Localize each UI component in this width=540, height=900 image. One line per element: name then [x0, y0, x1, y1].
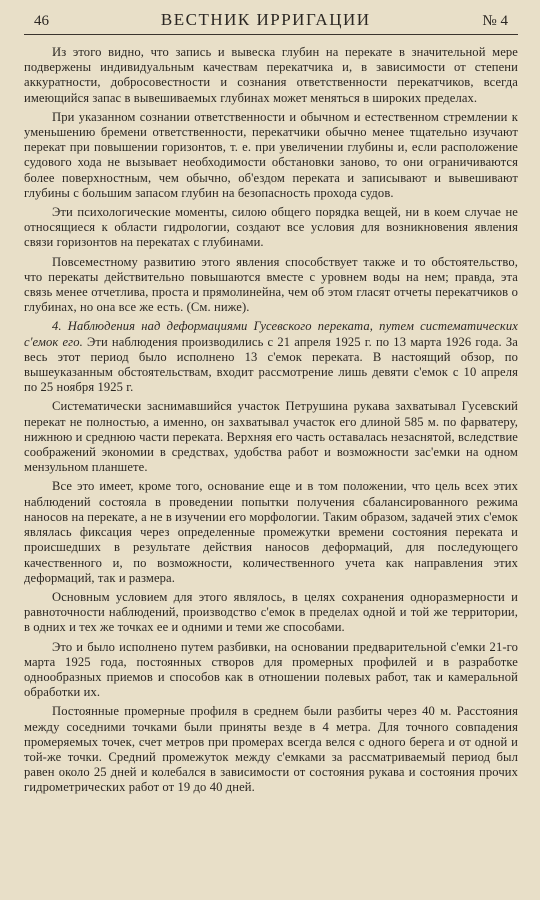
section-heading: 4. Наблюдения над деформациями Гусевского переката, путем систематических с'емок его. — [24, 319, 518, 349]
paragraph-8: Основным условием для этого являлось, в целях сохранения одноразмерности и равноточности наблюдений, производство с'емок в пределах одной и той же территории, в одних и тех же точках ее и одними и теми же способами. — [24, 589, 518, 635]
paragraph-5: Эти наблюдения производились с 21 апреля 1925 г. по 13 марта 1926 года. За весь этот период было исполнено 13 с'емок переката. В настоящий обзор, по вышеуказанным обстоятельствам, входит рассмотрение лишь девяти с'емок с 10 апреля по 25 ноября 1925 г. — [24, 334, 518, 395]
issue-number: № 4 — [482, 13, 508, 29]
paragraph-2: При указанном сознании ответственности и обычном и естественном стремлении к уменьшению бремени ответственности, перекатчики обычно менее тщательно изучают перекат при повышении горизонтов, т. е. при увеличении глубины и, если расположение судового хода не вызывает необходимости обстановки заново, то они ограничиваются более поверхностным, чем обычно, об'ездом переката и записывают и вывешивают глубины с большим запасом глубин на безопасность прохода судов. — [24, 109, 518, 200]
paragraph-10: Постоянные промерные профиля в среднем были разбиты через 40 м. Расстояния между соседними точками были приняты везде в 4 метра. Для точного совпадения промеряемых точек, счет метров при промерах всегда велся с одного берега и от одной и той-же точки. Средний промежуток между с'емками за рассматриваемый период был равен около 25 дней и колебался в зависимости от состояния рукава и состояния прочих гидрометрических работ от 19 до 40 дней. — [24, 704, 518, 795]
paragraph-3: Эти психологические моменты, силою общего порядка вещей, ни в коем случае не относящиеся к области гидрологии, создают все условия для возникновения явления связи горизонтов на перекатах с глубинами. — [24, 205, 518, 250]
paragraph-4: Повсеместному развитию этого явления способствует также и то обстоятельство, что перекаты действительно повышаются вместе с уровнем воды на нем; правда, эта связь менее отчетлива, проста и прямолинейна, чем об этом гласят отчеты перекатчиков о глубинах, но она все же есть. (См. ниже). — [24, 254, 518, 315]
paragraph-9: Это и было исполнено путем разбивки, на основании предварительной с'емки 21-го марта 1925 года, постоянных створов для промерных профилей и в разработке однообразных приемов и способов как в отношении полевых работ, так и камеральной обработки их. — [24, 639, 518, 700]
page-header — [24, 10, 518, 35]
paragraph-6: Систематически заснимавшийся участок Петрушина рукава захватывал Гусевский перекат не полностью, а именно, он захватывал участок его длиной 585 м. по фарватеру, нижнюю и среднюю части переката. Верхняя его часть оставалась незаснятой, вследствие соображений экономии в средствах, удобства работ и возможности зас'емки на одном мензульном планшете. — [24, 399, 518, 475]
paragraph-1: Из этого видно, что запись и вывеска глубин на перекате в значительной мере подвержены индивидуальным качествам перекатчика и, в зависимости от степени аккуратности, добросовестности и сознания ответственности перекатчиков, всегда имеющийся запас в вывешиваемых глубинах может меняться в широких пределах. — [24, 45, 518, 105]
paragraph-7: Все это имеет, кроме того, основание еще и в том положении, что цель всех этих наблюдений состояла в проведении попытки получения сбалансированного режима наносов на перекате, а не в изучении его морфологии. Таким образом, задачей этих с'емок являлась фиксация через определенные промежутки времени состояния переката и происшедших в результате действия наносов деформаций, для последующего качественного и, по возможности, количественного учета как направления этих деформаций, так и размера. — [24, 479, 518, 585]
section-paragraph — [24, 319, 518, 395]
page-number: 46 — [34, 13, 49, 29]
journal-title: ВЕСТНИК ИРРИГАЦИИ — [160, 10, 371, 29]
